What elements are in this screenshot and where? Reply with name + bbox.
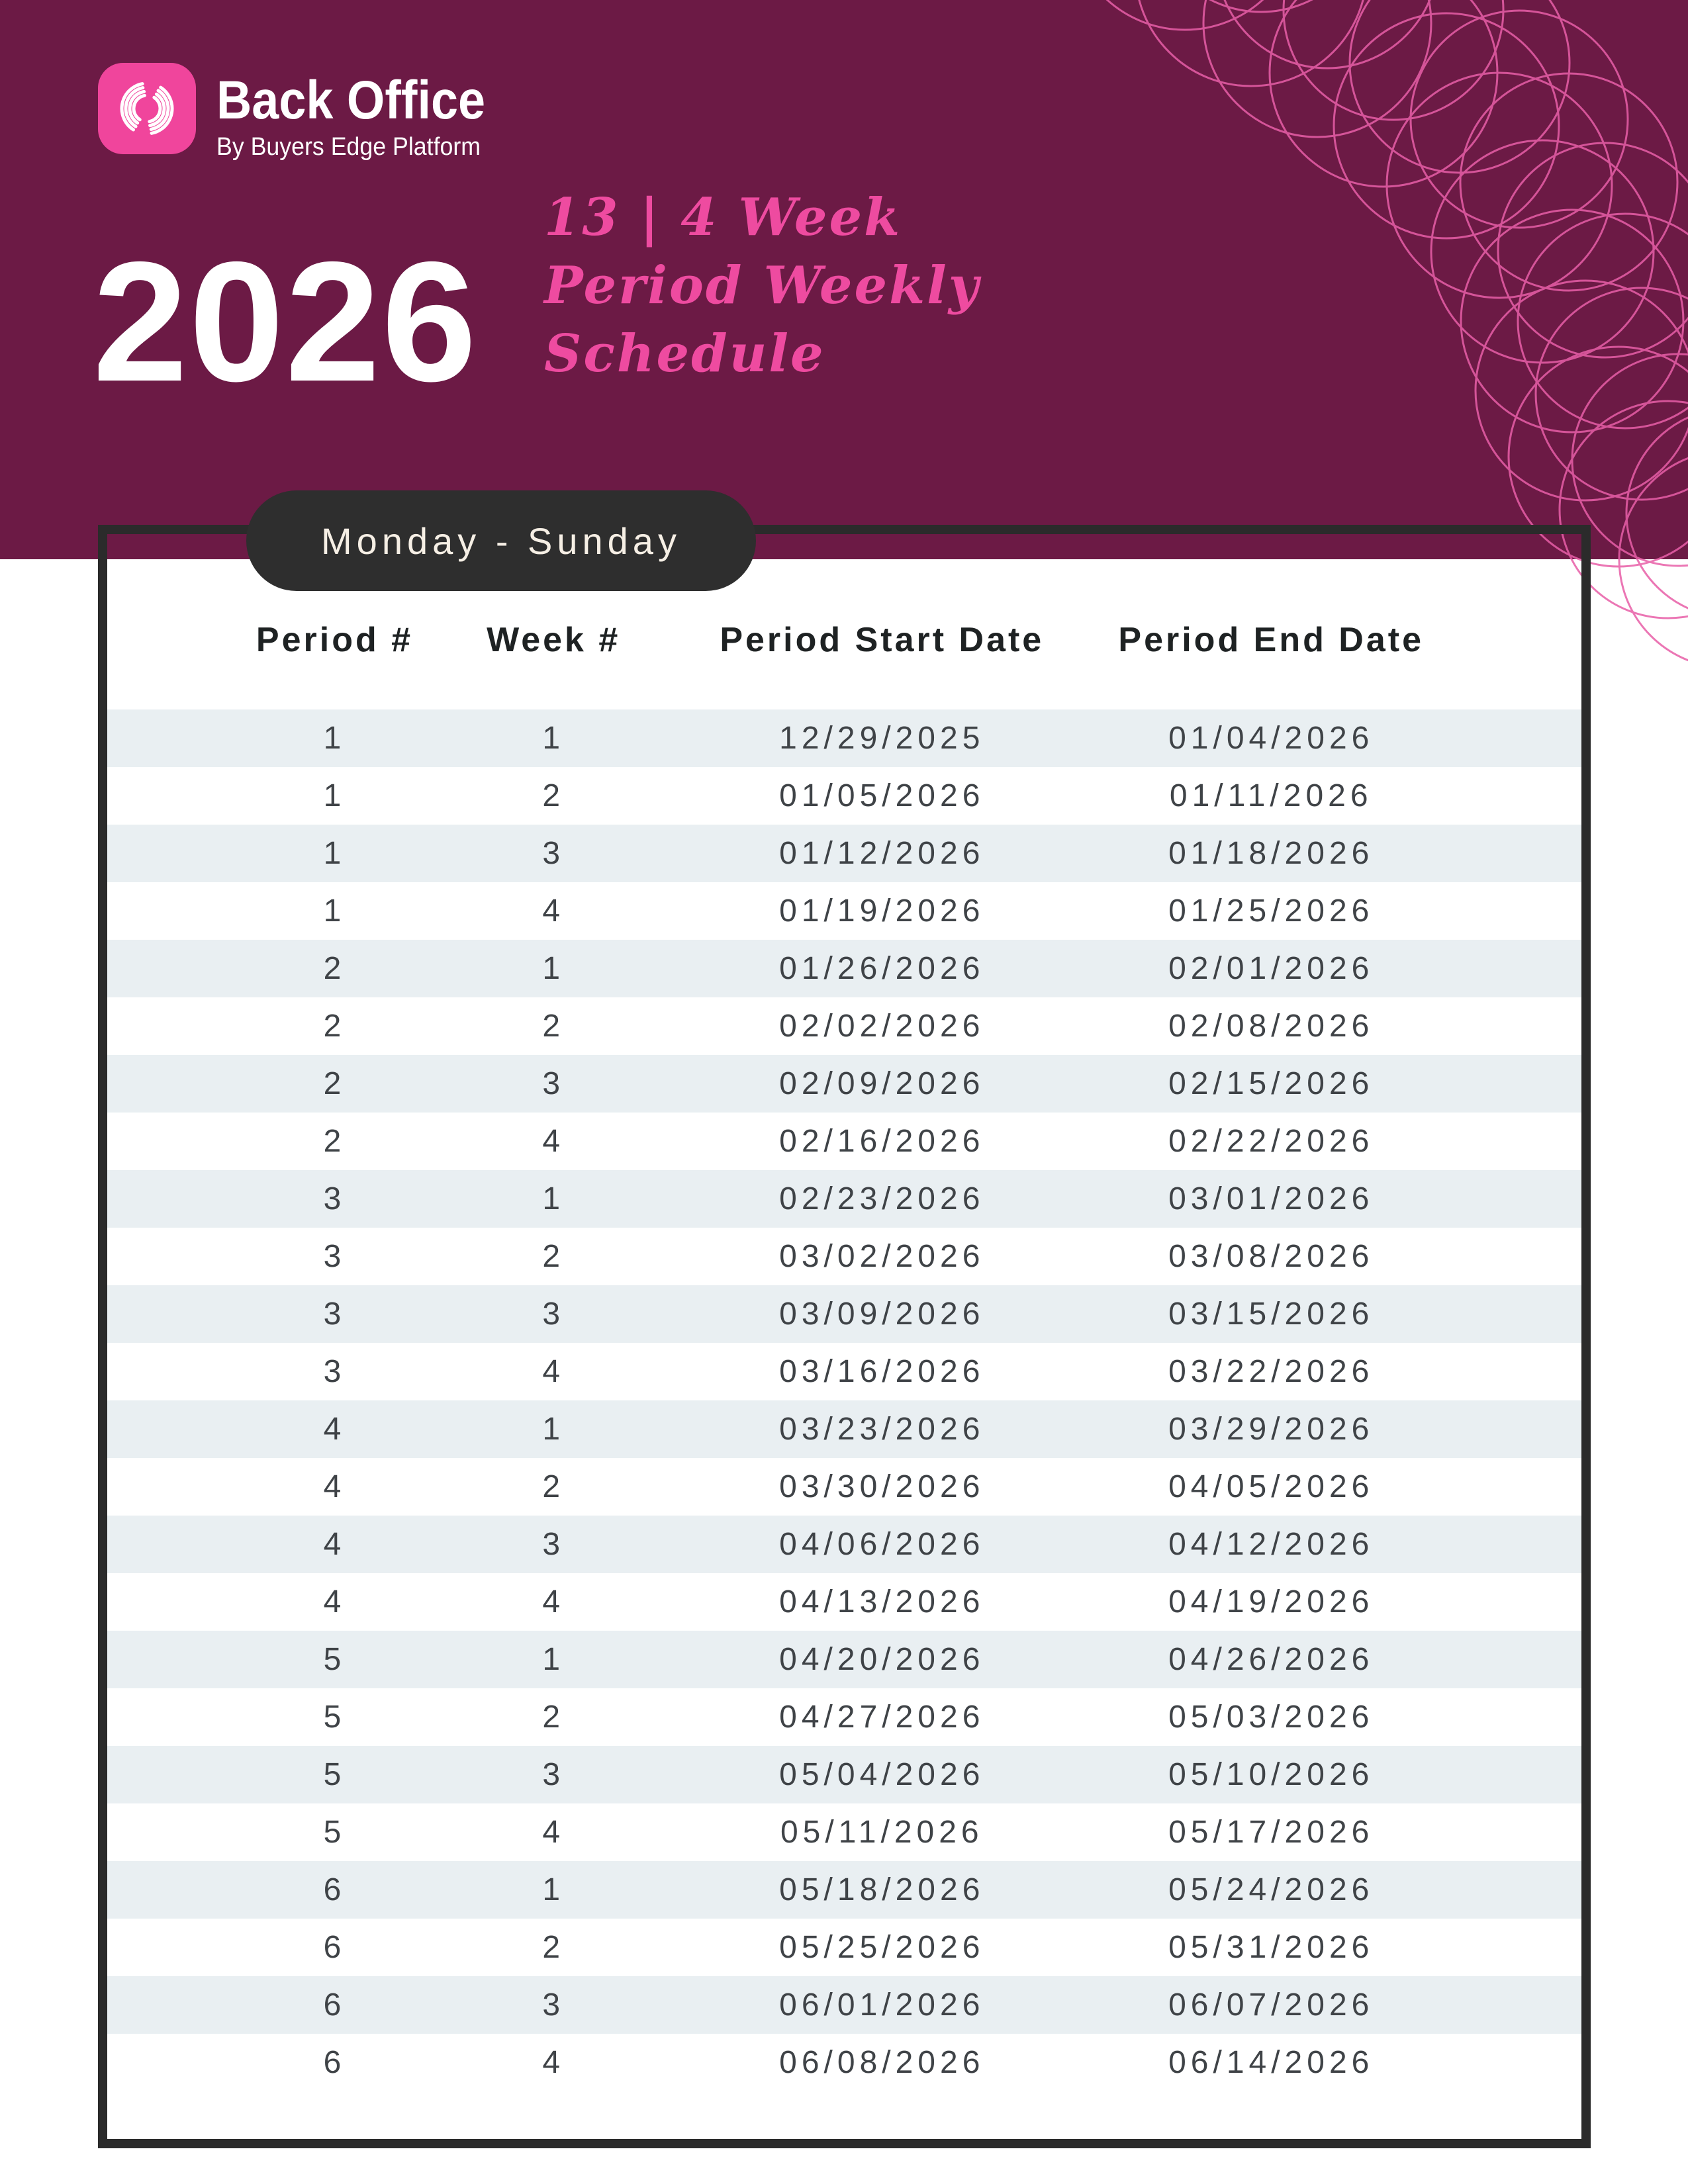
start-date-cell: 06/01/2026: [779, 1987, 985, 2023]
subtitle-line: 13 | 4 Week: [544, 187, 902, 248]
year-heading: 2026: [93, 226, 478, 417]
start-date-cell: 01/12/2026: [779, 836, 985, 871]
period-cell: 5: [323, 1757, 346, 1792]
table-row: [107, 1055, 1581, 1113]
end-date-cell: 05/24/2026: [1168, 1872, 1374, 1907]
week-cell: 2: [542, 1239, 565, 1274]
period-cell: 2: [323, 1124, 346, 1159]
table-row: [107, 1228, 1581, 1285]
period-cell: 1: [323, 721, 346, 756]
week-cell: 1: [542, 1181, 565, 1216]
table-row: [107, 767, 1581, 825]
end-date-cell: 04/05/2026: [1168, 1469, 1374, 1504]
start-date-cell: 04/13/2026: [779, 1584, 985, 1619]
start-date-cell: 02/23/2026: [779, 1181, 985, 1216]
start-date-cell: 05/18/2026: [779, 1872, 985, 1907]
start-date-cell: 01/05/2026: [779, 778, 985, 813]
schedule-table: [98, 525, 1591, 2148]
table-row: [107, 1976, 1581, 2034]
end-date-cell: 05/17/2026: [1168, 1815, 1374, 1850]
table-row: [107, 1343, 1581, 1400]
start-date-cell: 02/16/2026: [779, 1124, 985, 1159]
period-cell: 3: [323, 1297, 346, 1332]
start-date-cell: 05/04/2026: [779, 1757, 985, 1792]
end-date-cell: 06/14/2026: [1168, 2045, 1374, 2080]
week-cell: 2: [542, 1700, 565, 1735]
header-week: Week #: [487, 621, 621, 659]
table-row: [107, 1400, 1581, 1458]
end-date-cell: 05/31/2026: [1168, 1930, 1374, 1965]
week-cell: 2: [542, 1469, 565, 1504]
period-cell: 3: [323, 1181, 346, 1216]
end-date-cell: 03/15/2026: [1168, 1297, 1374, 1332]
week-cell: 3: [542, 1066, 565, 1101]
logo-title: Back Office: [216, 70, 486, 130]
end-date-cell: 02/08/2026: [1168, 1009, 1374, 1044]
end-date-cell: 03/01/2026: [1168, 1181, 1374, 1216]
table-row: [107, 709, 1581, 767]
end-date-cell: 03/29/2026: [1168, 1412, 1374, 1447]
monday-sunday-badge: [246, 490, 756, 591]
week-cell: 1: [542, 1412, 565, 1447]
end-date-cell: 04/19/2026: [1168, 1584, 1374, 1619]
period-cell: 2: [323, 1009, 346, 1044]
table-body: [107, 709, 1581, 2091]
period-cell: 5: [323, 1700, 346, 1735]
table-row: [107, 1746, 1581, 1803]
week-cell: 4: [542, 1124, 565, 1159]
end-date-cell: 06/07/2026: [1168, 1987, 1374, 2023]
period-cell: 6: [323, 2045, 346, 2080]
table-row: [107, 882, 1581, 940]
end-date-cell: 01/04/2026: [1168, 721, 1374, 756]
period-cell: 6: [323, 1930, 346, 1965]
period-cell: 4: [323, 1527, 346, 1562]
subtitle-line: Period Weekly: [544, 255, 981, 316]
week-cell: 3: [542, 1757, 565, 1792]
table-row: [107, 825, 1581, 882]
table-header-row: [107, 620, 1581, 660]
start-date-cell: 03/23/2026: [779, 1412, 985, 1447]
week-cell: 2: [542, 1009, 565, 1044]
table-row: [107, 1803, 1581, 1861]
start-date-cell: 03/16/2026: [779, 1354, 985, 1389]
end-date-cell: 03/08/2026: [1168, 1239, 1374, 1274]
table-row: [107, 1919, 1581, 1976]
period-cell: 6: [323, 1872, 346, 1907]
week-cell: 2: [542, 778, 565, 813]
period-cell: 4: [323, 1584, 346, 1619]
period-cell: 6: [323, 1987, 346, 2023]
logo-subtitle: By Buyers Edge Platform: [216, 133, 481, 161]
start-date-cell: 12/29/2025: [779, 721, 985, 756]
table-row: [107, 940, 1581, 997]
period-cell: 3: [323, 1354, 346, 1389]
schedule-subtitle: [544, 183, 980, 388]
end-date-cell: 02/01/2026: [1168, 951, 1374, 986]
week-cell: 4: [542, 1584, 565, 1619]
table-row: [107, 1113, 1581, 1170]
period-cell: 2: [323, 951, 346, 986]
start-date-cell: 04/20/2026: [779, 1642, 985, 1677]
start-date-cell: 02/02/2026: [779, 1009, 985, 1044]
week-cell: 3: [542, 1527, 565, 1562]
header-period: Period #: [256, 621, 414, 659]
week-cell: 2: [542, 1930, 565, 1965]
table-row: [107, 997, 1581, 1055]
period-cell: 5: [323, 1642, 346, 1677]
period-cell: 2: [323, 1066, 346, 1101]
end-date-cell: 01/18/2026: [1168, 836, 1374, 871]
table-row: [107, 1458, 1581, 1516]
start-date-cell: 01/26/2026: [779, 951, 985, 986]
start-date-cell: 05/25/2026: [779, 1930, 985, 1965]
start-date-cell: 02/09/2026: [779, 1066, 985, 1101]
subtitle-line: Schedule: [544, 324, 825, 384]
start-date-cell: 03/09/2026: [779, 1297, 985, 1332]
badge-label: Monday - Sunday: [321, 520, 681, 562]
table-row: [107, 1688, 1581, 1746]
week-cell: 4: [542, 893, 565, 929]
back-office-logo-icon: [98, 63, 196, 154]
period-cell: 4: [323, 1412, 346, 1447]
start-date-cell: 03/30/2026: [779, 1469, 985, 1504]
week-cell: 1: [542, 1872, 565, 1907]
start-date-cell: 01/19/2026: [779, 893, 985, 929]
end-date-cell: 04/12/2026: [1168, 1527, 1374, 1562]
week-cell: 3: [542, 1297, 565, 1332]
week-cell: 1: [542, 721, 565, 756]
start-date-cell: 05/11/2026: [780, 1815, 984, 1850]
end-date-cell: 02/15/2026: [1168, 1066, 1374, 1101]
period-cell: 1: [323, 836, 346, 871]
header-start-date: Period Start Date: [720, 621, 1045, 659]
start-date-cell: 04/27/2026: [779, 1700, 985, 1735]
table-row: [107, 1516, 1581, 1573]
back-office-logo: [98, 63, 515, 161]
week-cell: 4: [542, 2045, 565, 2080]
end-date-cell: 04/26/2026: [1168, 1642, 1374, 1677]
period-cell: 4: [323, 1469, 346, 1504]
week-cell: 1: [542, 951, 565, 986]
period-cell: 3: [323, 1239, 346, 1274]
end-date-cell: 01/25/2026: [1168, 893, 1374, 929]
table-row: [107, 1631, 1581, 1688]
table-row: [107, 2034, 1581, 2091]
period-cell: 5: [323, 1815, 346, 1850]
period-cell: 1: [323, 778, 346, 813]
week-cell: 1: [542, 1642, 565, 1677]
table-row: [107, 1170, 1581, 1228]
end-date-cell: 02/22/2026: [1168, 1124, 1374, 1159]
end-date-cell: 03/22/2026: [1168, 1354, 1374, 1389]
start-date-cell: 04/06/2026: [779, 1527, 985, 1562]
week-cell: 3: [542, 836, 565, 871]
table-row: [107, 1861, 1581, 1919]
header-end-date: Period End Date: [1118, 621, 1425, 659]
end-date-cell: 05/10/2026: [1168, 1757, 1374, 1792]
start-date-cell: 06/08/2026: [779, 2045, 985, 2080]
week-cell: 4: [542, 1815, 565, 1850]
start-date-cell: 03/02/2026: [779, 1239, 985, 1274]
end-date-cell: 05/03/2026: [1168, 1700, 1374, 1735]
week-cell: 3: [542, 1987, 565, 2023]
period-cell: 1: [323, 893, 346, 929]
table-row: [107, 1573, 1581, 1631]
end-date-cell: 01/11/2026: [1169, 778, 1373, 813]
week-cell: 4: [542, 1354, 565, 1389]
table-row: [107, 1285, 1581, 1343]
